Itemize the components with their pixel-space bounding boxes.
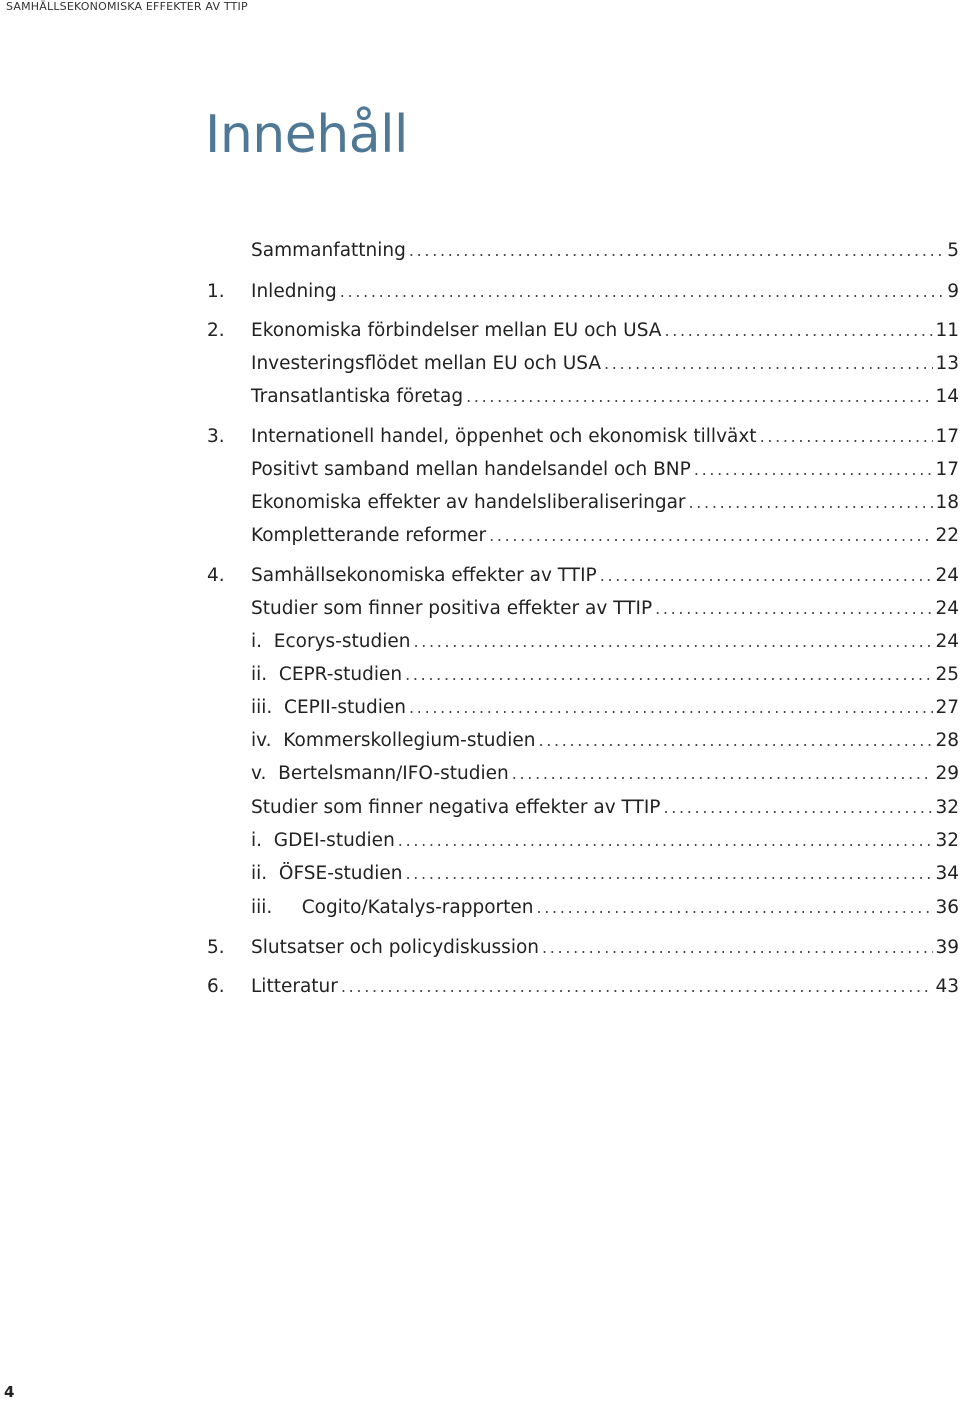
toc-entry[interactable] <box>207 490 959 516</box>
toc-dot-leader <box>689 490 934 516</box>
toc-entry-page: 24 <box>935 598 959 619</box>
toc-entry-label: Studier som finner positiva effekter av TTIP <box>251 598 653 619</box>
toc-entry-label: v. Bertelsmann/IFO-studien <box>251 763 509 784</box>
toc-entry[interactable] <box>207 238 959 264</box>
toc-entry[interactable] <box>207 974 959 1000</box>
toc-entry-label: Litteratur <box>251 976 338 997</box>
toc-entry[interactable] <box>207 596 959 622</box>
toc-entry-label: iv. Kommerskollegium-studien <box>251 730 536 751</box>
toc-entry-label: iii. Cogito/Katalys-rapporten <box>251 897 534 918</box>
toc-entry-page: 17 <box>935 459 959 480</box>
toc-entry[interactable] <box>207 662 959 688</box>
toc-entry[interactable] <box>207 351 959 377</box>
toc-dot-leader <box>406 861 934 887</box>
toc-entry-label: Internationell handel, öppenhet och ekonomisk tillväxt <box>251 426 757 447</box>
toc-entry-page: 32 <box>935 797 959 818</box>
toc-dot-leader <box>600 563 934 589</box>
toc-entry[interactable] <box>207 279 959 305</box>
toc-entry-label: i. GDEI-studien <box>251 830 395 851</box>
toc-entry-page: 18 <box>935 492 959 513</box>
toc-entry-label: i. Ecorys-studien <box>251 631 411 652</box>
toc-entry[interactable] <box>207 563 959 589</box>
toc-entry-page: 24 <box>935 565 959 586</box>
toc-entry[interactable] <box>207 895 959 921</box>
toc-entry[interactable] <box>207 695 959 721</box>
toc-dot-leader <box>542 935 933 961</box>
toc-entry-label: Ekonomiska effekter av handelsliberaliseringar <box>251 492 686 513</box>
toc-entry[interactable] <box>207 795 959 821</box>
toc-dot-leader <box>663 795 933 821</box>
toc-entry[interactable] <box>207 761 959 787</box>
toc-dot-leader <box>398 828 934 854</box>
toc-dot-leader <box>536 895 933 921</box>
toc-dot-leader <box>538 728 933 754</box>
toc-dot-leader <box>409 238 945 264</box>
toc-entry-page: 5 <box>947 240 959 261</box>
toc-entry-label: Inledning <box>251 281 337 302</box>
toc-entry-page: 24 <box>935 631 959 652</box>
toc-entry[interactable] <box>207 318 959 344</box>
toc-dot-leader <box>340 279 945 305</box>
toc-entry-page: 13 <box>935 353 959 374</box>
toc-entry[interactable] <box>207 384 959 410</box>
toc-entry-label: Studier som finner negativa effekter av TTIP <box>251 797 661 818</box>
toc-entry-page: 25 <box>935 664 959 685</box>
toc-dot-leader <box>694 457 934 483</box>
toc-entry[interactable] <box>207 629 959 655</box>
toc-entry-label: ii. CEPR-studien <box>251 664 403 685</box>
toc-entry-label: Kompletterande reformer <box>251 525 487 546</box>
toc-dot-leader <box>604 351 933 377</box>
toc-entry-number: 4. <box>207 565 225 586</box>
toc-dot-leader <box>405 662 933 688</box>
toc-entry-page: 43 <box>935 976 959 997</box>
toc-entry-page: 29 <box>935 763 959 784</box>
toc-entry-number: 5. <box>207 937 225 958</box>
toc-dot-leader <box>664 318 933 344</box>
toc-entry-label: Slutsatser och policydiskussion <box>251 937 540 958</box>
toc-entry-page: 27 <box>935 697 959 718</box>
toc-dot-leader <box>341 974 934 1000</box>
toc-entry-page: 36 <box>935 897 959 918</box>
toc-entry-page: 34 <box>935 863 959 884</box>
toc-dot-leader <box>413 629 933 655</box>
toc-dot-leader <box>466 384 933 410</box>
toc-entry-label: Transatlantiska företag <box>251 386 464 407</box>
toc-entry[interactable] <box>207 828 959 854</box>
toc-entry-page: 14 <box>935 386 959 407</box>
toc-dot-leader <box>409 695 933 721</box>
toc-entry[interactable] <box>207 728 959 754</box>
toc-entry-page: 22 <box>935 525 959 546</box>
toc-entry-label: ii. ÖFSE-studien <box>251 863 403 884</box>
toc-entry-label: Sammanfattning <box>251 240 406 261</box>
running-header: SAMHÄLLSEKONOMISKA EFFEKTER AV TTIP <box>6 0 248 13</box>
toc-entry[interactable] <box>207 935 959 961</box>
toc-entry-page: 28 <box>935 730 959 751</box>
toc-dot-leader <box>512 761 934 787</box>
page-title: Innehåll <box>205 105 408 165</box>
toc-entry[interactable] <box>207 861 959 887</box>
toc-entry-page: 11 <box>935 320 959 341</box>
toc-entry-page: 39 <box>935 937 959 958</box>
toc-entry-label: Ekonomiska förbindelser mellan EU och USA <box>251 320 662 341</box>
toc-dot-leader <box>760 424 934 450</box>
toc-entry-number: 1. <box>207 281 225 302</box>
toc-entry-page: 9 <box>947 281 959 302</box>
toc-dot-leader <box>489 523 933 549</box>
toc-entry-number: 6. <box>207 976 225 997</box>
toc-entry[interactable] <box>207 424 959 450</box>
toc-dot-leader <box>655 596 933 622</box>
toc-entry[interactable] <box>207 457 959 483</box>
toc-entry-label: Samhällsekonomiska effekter av TTIP <box>251 565 597 586</box>
toc-entry-number: 3. <box>207 426 225 447</box>
toc-entry-number: 2. <box>207 320 225 341</box>
toc-entry-label: Positivt samband mellan handelsandel och BNP <box>251 459 691 480</box>
page-number: 4 <box>4 1383 15 1401</box>
toc-entry-label: iii. CEPII-studien <box>251 697 407 718</box>
toc-entry-page: 32 <box>935 830 959 851</box>
toc-entry-page: 17 <box>935 426 959 447</box>
toc-entry[interactable] <box>207 523 959 549</box>
toc-entry-label: Investeringsflödet mellan EU och USA <box>251 353 601 374</box>
